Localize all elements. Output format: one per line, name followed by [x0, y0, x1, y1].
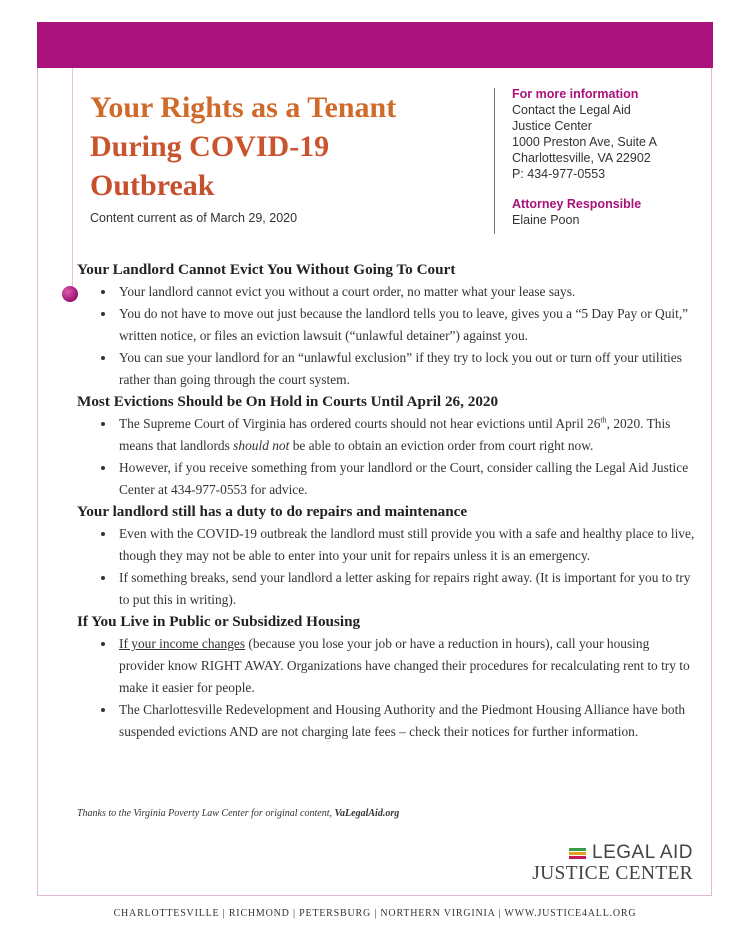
section-heading: Your Landlord Cannot Evict You Without Going To Court — [77, 261, 456, 278]
organization-logo — [508, 843, 693, 885]
attorney-name: Elaine Poon — [512, 213, 580, 227]
footer-locations: CHARLOTTESVILLE | RICHMOND | PETERSBURG | NORTHERN VIRGINIA | WWW.JUSTICE4ALL.ORG — [113, 908, 637, 919]
header-band — [37, 22, 713, 68]
logo-line-1: LEGAL AID — [592, 842, 693, 863]
footnote-link: VaLegalAid.org — [334, 808, 400, 819]
section-heading: Most Evictions Should be On Hold in Courts Until April 26, 2020 — [77, 393, 499, 410]
list-item: If something breaks, send your landlord a letter asking for repairs right away. (It is important for you to try to put this in writing). — [119, 567, 697, 611]
list-item: If your income changes (because you lose your job or have a reduction in hours), call your housing provider know RIGHT AWAY. Organizations have changed their procedures for recalculating rent to try to make it easier for people. — [119, 633, 697, 699]
list-item: The Supreme Court of Virginia has ordered courts should not hear evictions until April 26th, 2020. This means that landlords should not be able to obtain an eviction order from court right now. — [119, 413, 697, 457]
logo-stripe — [569, 856, 586, 859]
contact-line: Contact the Legal Aid — [512, 103, 631, 117]
logo-stripe — [569, 848, 586, 851]
income-changes-link: If your income changes — [119, 636, 246, 651]
bullet-list — [77, 281, 697, 391]
bullet-list — [77, 633, 697, 743]
decorative-dot-icon — [62, 286, 78, 302]
footnote: Thanks to the Virginia Poverty Law Center for original content, VaLegalAid.org — [77, 808, 400, 819]
list-item: The Charlottesville Redevelopment and Housing Authority and the Piedmont Housing Alliance have both suspended evictions AND are not charging late fees – check their notices for further information. — [119, 699, 697, 743]
contact-line: Justice Center — [512, 119, 592, 133]
section-heading: Your landlord still has a duty to do repairs and maintenance — [77, 503, 468, 520]
logo-line-2: JUSTICE CENTER — [532, 863, 693, 884]
list-item: You can sue your landlord for an “unlawful exclusion” if they try to lock you out or turn off your utilities rather than going through the court system. — [119, 347, 697, 391]
document-body — [77, 259, 697, 743]
contact-address: 1000 Preston Ave, Suite A — [512, 135, 658, 149]
logo-stripes-icon — [569, 847, 586, 860]
attorney-heading: Attorney Responsible — [512, 197, 642, 211]
content-date: Content current as of March 29, 2020 — [90, 211, 298, 225]
contact-city: Charlottesville, VA 22902 — [512, 151, 651, 165]
info-divider — [494, 88, 495, 234]
bullet-list — [77, 523, 697, 611]
contact-heading: For more information — [512, 87, 639, 101]
list-item: However, if you receive something from your landlord or the Court, consider calling the Legal Aid Justice Center at 434-977-0553 for advice. — [119, 457, 697, 501]
contact-phone: P: 434-977-0553 — [512, 167, 606, 181]
title-line-2: During COVID-19 — [90, 130, 330, 163]
left-rule — [72, 68, 73, 290]
bullet-list — [77, 413, 697, 501]
title-line-3: Outbreak — [90, 169, 215, 202]
logo-stripe — [569, 852, 586, 855]
section-heading: If You Live in Public or Subsidized Housing — [77, 613, 361, 630]
list-item: You do not have to move out just because the landlord tells you to leave, gives you a “5 Day Pay or Quit,” written notice, or files an eviction lawsuit (“unlawful detainer”) against you. — [119, 303, 697, 347]
contact-info — [512, 86, 712, 228]
list-item: Even with the COVID-19 outbreak the landlord must still provide you with a safe and healthy place to live, though they may not be able to enter into your unit for repairs unless it is an emergency. — [119, 523, 697, 567]
list-item: Your landlord cannot evict you without a court order, no matter what your lease says. — [119, 281, 697, 303]
document-title — [90, 88, 480, 205]
title-line-1: Your Rights as a Tenant — [90, 91, 397, 124]
